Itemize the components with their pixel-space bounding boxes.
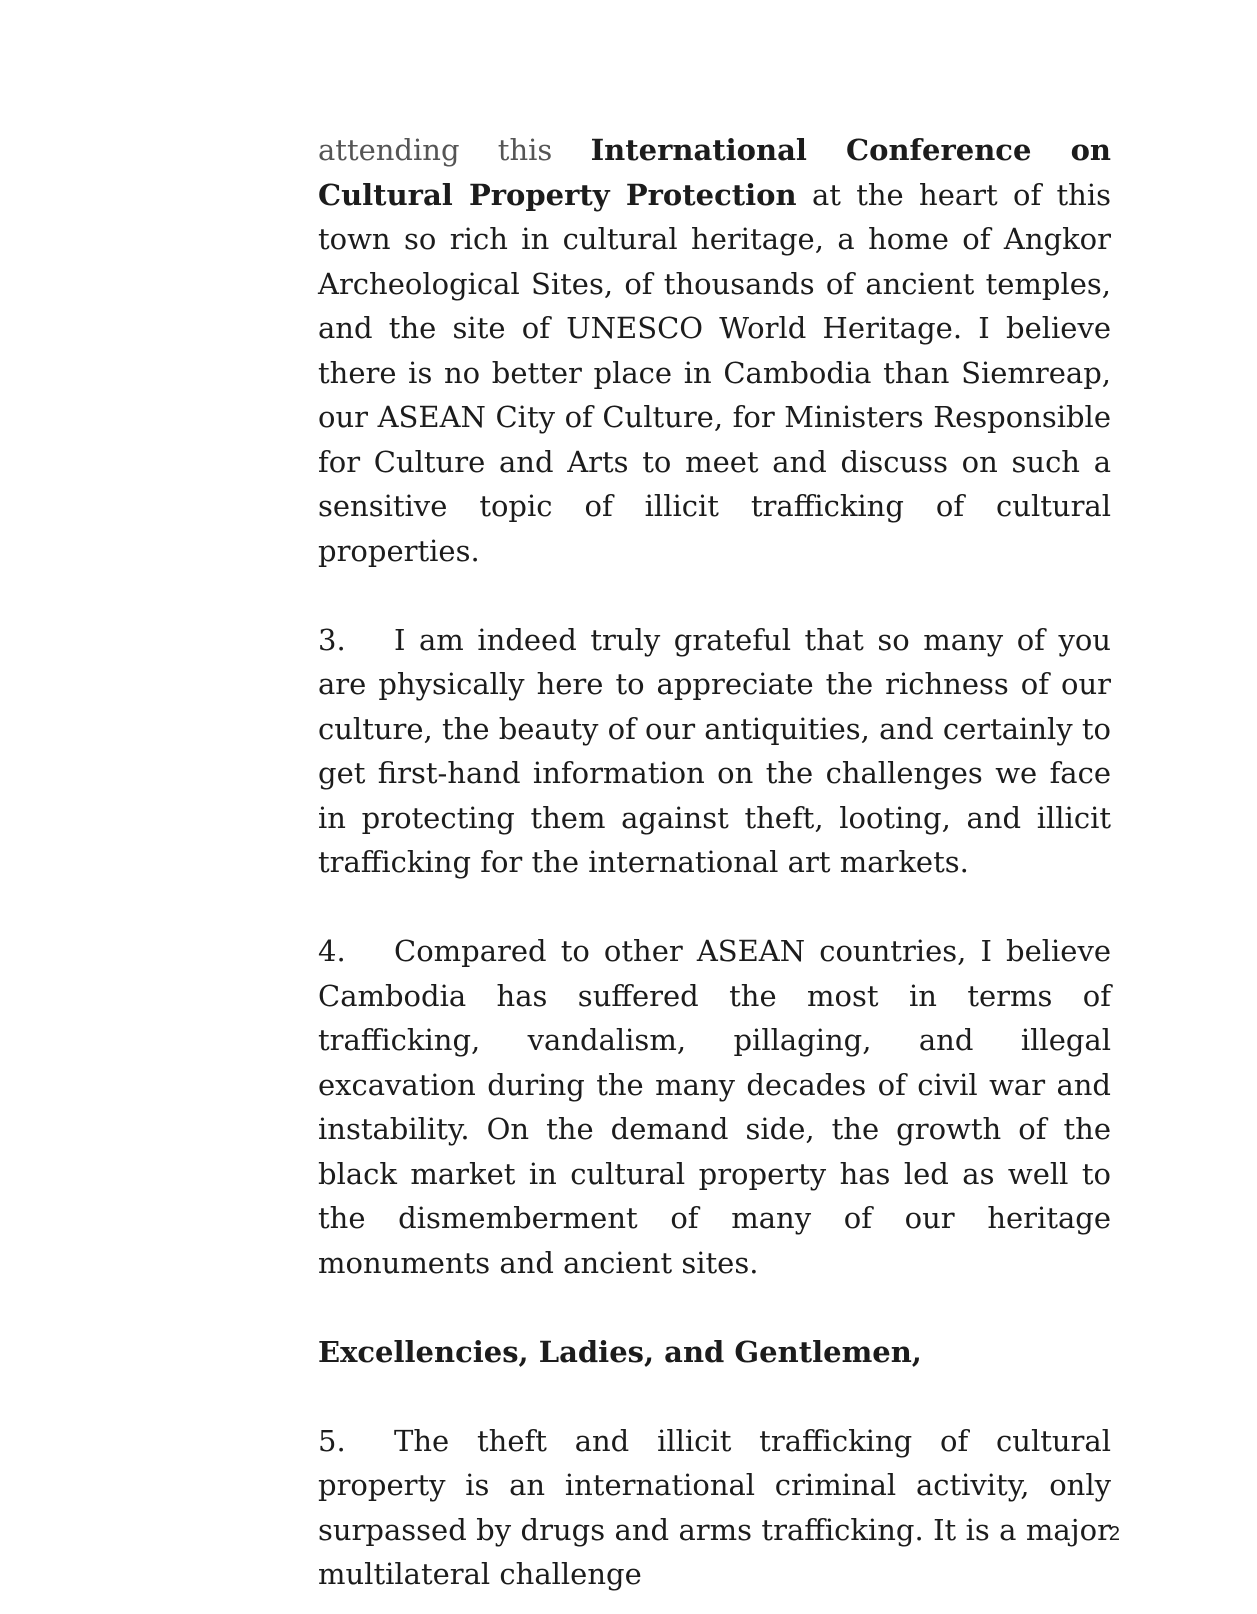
salutation-heading: Excellencies, Ladies, and Gentlemen, — [318, 1334, 922, 1369]
paragraph-4-number: 4. — [318, 934, 346, 968]
page-number: 2 — [1108, 1523, 1120, 1545]
page-body — [318, 128, 1111, 1597]
paragraph-4 — [318, 929, 1111, 1285]
paragraph-2-continuation — [318, 128, 1111, 573]
paragraph-5-number: 5. — [318, 1423, 346, 1458]
paragraph-5 — [318, 1419, 1111, 1597]
paragraph-2-lead-text: attending this — [318, 133, 553, 167]
conference-name: International Conference on Cultural Property Protection — [318, 133, 1111, 212]
paragraph-5-text: The theft and illicit trafficking of cultural property is an international criminal activity, only surpassed by drugs and arms trafficking. It is a major multilateral challenge — [318, 1423, 1111, 1591]
paragraph-3-number: 3. — [318, 622, 346, 657]
paragraph-3 — [318, 618, 1111, 885]
paragraph-2-body-text: at the heart of this town so rich in cultural heritage, a home of Angkor Archeological Sites, of thousands of ancient temples, and the site of UNESCO World Heritage. I believe there is no better place in Cambodia than Siemreap, our ASEAN City of Culture, for Ministers Responsible for Culture and Arts to meet and discuss on such a sensitive topic of illicit trafficking of cultural properties. — [318, 177, 1111, 568]
paragraph-4-text: Compared to other ASEAN countries, I believe Cambodia has suffered the most in terms of trafficking, vandalism, pillaging, and illegal excavation during the many decades of civil war and instability. On the demand side, the growth of the black market in cultural property has led as well to the dismemberment of many of our heritage monuments and ancient sites. — [318, 934, 1111, 1280]
paragraph-3-text: I am indeed truly grateful that so many of you are physically here to appreciate the richness of our culture, the beauty of our antiquities, and certainly to get first-hand information on the challenges we face in protecting them against theft, looting, and illicit trafficking for the international art markets. — [318, 622, 1111, 879]
